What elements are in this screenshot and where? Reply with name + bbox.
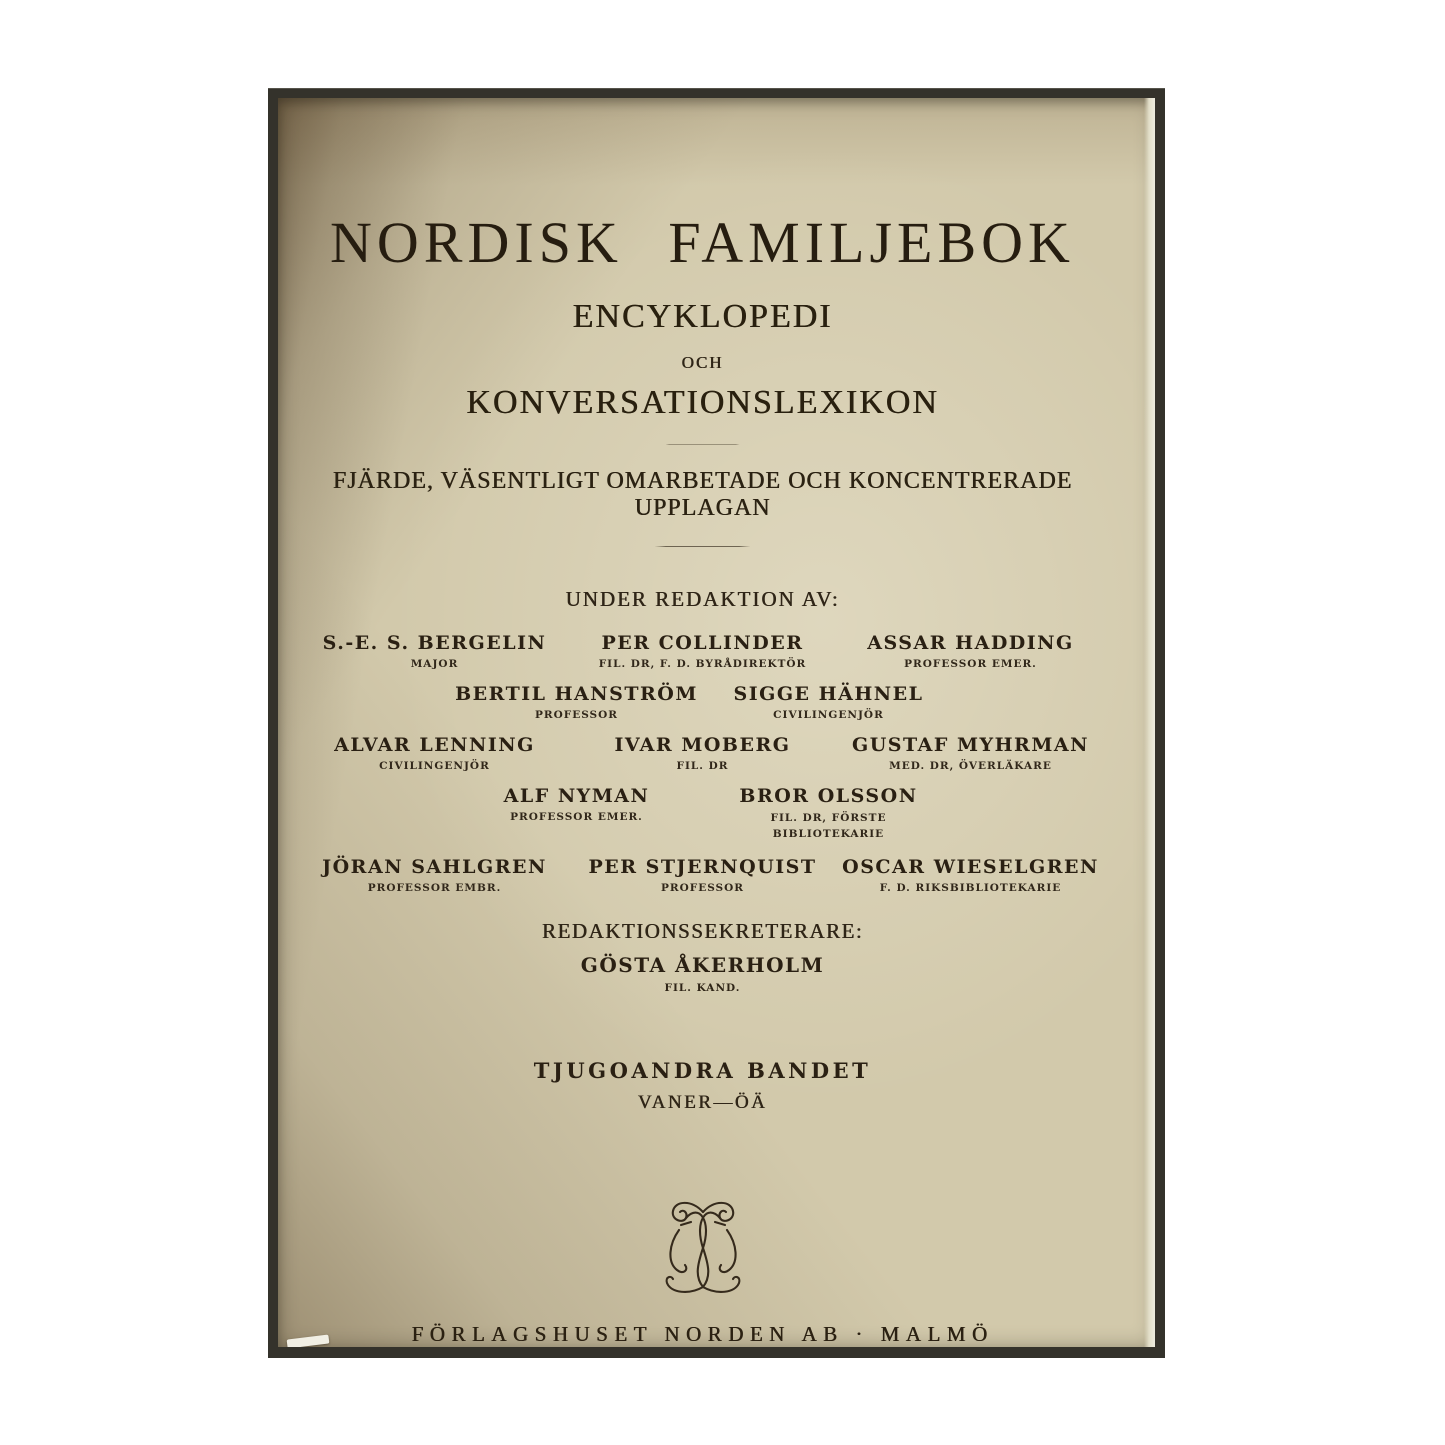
editor-title: PROFESSOR EMER.	[510, 811, 643, 824]
editor-name: ALVAR LENNING	[334, 734, 535, 757]
editor-row	[301, 734, 1105, 772]
divider-spindle	[655, 546, 751, 547]
editor-name: SIGGE HÄHNEL	[733, 683, 924, 706]
editor-title: MED. DR, ÖVERLÄKARE	[889, 760, 1052, 773]
editor-entry	[301, 632, 569, 670]
editor-name: BROR OLSSON	[739, 785, 918, 808]
editor-title: PROFESSOR EMER.	[904, 658, 1037, 671]
editor-entry	[569, 856, 837, 894]
title-page-content	[278, 98, 1155, 1347]
editor-name: IVAR MOBERG	[614, 734, 791, 757]
book-title: NORDISK FAMILJEBOK	[330, 210, 1075, 275]
edition-line: FJÄRDE, VÄSENTLIGT OMARBETADE OCH KONCENTRERADE UPPLAGAN	[332, 468, 1073, 522]
editor-entry	[451, 683, 703, 721]
editor-entry	[301, 734, 569, 772]
editor-title: CIVILINGENJÖR	[379, 760, 490, 773]
editor-title: CIVILINGENJÖR	[773, 709, 884, 722]
editor-name: JÖRAN SAHLGREN	[322, 855, 547, 878]
editor-name: BERTIL HANSTRÖM	[455, 683, 698, 706]
editor-entry	[569, 632, 837, 670]
editor-title: F. D. RIKSBIBLIOTEKARIE	[879, 881, 1062, 894]
secretary-name: GÖSTA ÅKERHOLM	[580, 952, 825, 977]
editor-entry	[703, 683, 955, 721]
editor-name: PER STJERNQUIST	[588, 855, 817, 878]
editor-entry	[301, 856, 569, 894]
editor-name: ASSAR HADDING	[867, 632, 1074, 655]
editor-entry	[703, 785, 955, 843]
publisher-line: FÖRLAGSHUSET NORDEN AB · MALMÖ	[411, 1321, 994, 1346]
editor-entry	[837, 632, 1105, 670]
editor-entry	[837, 734, 1105, 772]
editor-name: OSCAR WIESELGREN	[842, 855, 1099, 878]
editor-title: PROFESSOR	[534, 709, 619, 722]
editor-title: FIL. DR	[676, 760, 729, 773]
volume-name: TJUGOANDRA BANDET	[533, 1057, 872, 1083]
editor-row	[301, 856, 1105, 894]
volume-range: VANER—ÖÄ	[637, 1091, 768, 1113]
editor-title: PROFESSOR	[660, 881, 745, 894]
editor-title: PROFESSOR EMBR.	[367, 881, 502, 894]
secretary-heading: REDAKTIONSSEKRETERARE:	[541, 918, 864, 943]
editor-title: FIL. DR, FÖRSTE BIBLIOTEKARIE	[770, 812, 887, 840]
editor-entry	[569, 734, 837, 772]
editor-row	[301, 683, 1105, 721]
subtitle-encyklopedi: ENCYKLOPEDI	[572, 298, 833, 335]
editor-name: S.-E. S. BERGELIN	[322, 632, 547, 655]
editor-list	[301, 632, 1105, 907]
title-page	[278, 98, 1155, 1347]
publisher-monogram-icon	[653, 1194, 753, 1298]
editor-entry	[837, 856, 1105, 894]
editor-entry	[451, 785, 703, 843]
editor-title: MAJOR	[410, 658, 459, 671]
secretary-title: FIL. KAND.	[664, 981, 741, 994]
editor-row	[301, 632, 1105, 670]
subtitle-konversationslexikon: KONVERSATIONSLEXIKON	[466, 384, 939, 421]
editors-heading: UNDER REDAKTION AV:	[565, 587, 840, 612]
subtitle-conjunction: OCH	[681, 353, 724, 372]
editor-name: ALF NYMAN	[503, 785, 650, 808]
editor-name: PER COLLINDER	[601, 632, 804, 655]
editor-row	[301, 785, 1105, 843]
book-photo-frame	[268, 88, 1165, 1358]
editor-name: GUSTAF MYHRMAN	[852, 734, 1089, 757]
editor-title: FIL. DR, F. D. BYRÅDIREKTÖR	[598, 658, 807, 671]
